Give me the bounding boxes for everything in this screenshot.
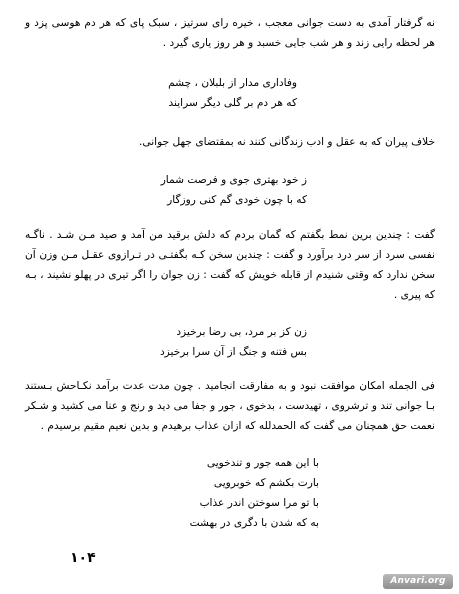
- verse-line: ز خود بهتری جوی و فرصت شمار: [160, 174, 307, 186]
- verse-line: با تو مرا سوختن اندر عذاب: [199, 497, 319, 509]
- verse-4: [190, 453, 319, 533]
- paragraph-4: فی الجمله امکان موافقت نبود و به مفارقت انجامید . چون مدت عدت برآمد نکـاحش بـستند بـا جوانی تند و ترشروی ، تهیدست ، بدخوی ، جور و جفا می دید و رنج و عنا می کشید و شـکر نعمت حق همچنان می گفت که الحمدلله که ازان عذاب برهیدم و بدین نعیم مقیم برسیدم .: [25, 380, 435, 432]
- page-number: ۱۰۴: [70, 550, 96, 566]
- verse-3: [160, 322, 307, 362]
- paragraph-2: خلاف پیران که به عقل و ادب زندگانی کنند نه بمقتضای جهل جوانی.: [139, 136, 435, 148]
- paragraph-1: نه گرفتار آمدی به دست جوانی معجب ، خیره رای سرتیز ، سبک پای که هر دم هوسی پزد و هر لحظه رایی زند و هر شب جایی خسبد و هر روز یاری گیرد .: [25, 17, 435, 49]
- verse-line: بس فتنه و جنگ از آن سرا برخیزد: [159, 346, 307, 358]
- verse-line: وفاداری مدار از بلبلان ، چشم: [168, 77, 297, 89]
- verse-line: با این همه جور و تندخویی: [206, 457, 319, 469]
- paragraph-3: گفت : چندین برین نمط بگفتم که گمان بردم که دلش برقید من آمد و صید مـن شـد . ناگـه نفسی سرد از سر درد برآورد و گفت : چندین سخن کـه بگفتـی در تـرازوی عقـل مـن وزن آن سخن ندارد که وقتی شنیدم از قابله خویش که گفت : زن جوان را اگر تیری در پهلو نشیند ، بـه که پیری .: [25, 229, 435, 301]
- verse-line: که با چون خودی گم کنی روزگار: [167, 194, 307, 206]
- watermark-logo: Anvari.org: [383, 574, 453, 589]
- verse-line: که هر دم بر گلی دیگر سرایند: [168, 97, 297, 109]
- verse-line: بارت بکشم که خوبرویی: [213, 477, 319, 489]
- verse-2: [161, 170, 307, 210]
- verse-line: زن کز بر مرد، بی رضا برخیزد: [176, 326, 307, 338]
- verse-line: به که شدن با دگری در بهشت: [189, 517, 319, 529]
- verse-1: [168, 73, 297, 113]
